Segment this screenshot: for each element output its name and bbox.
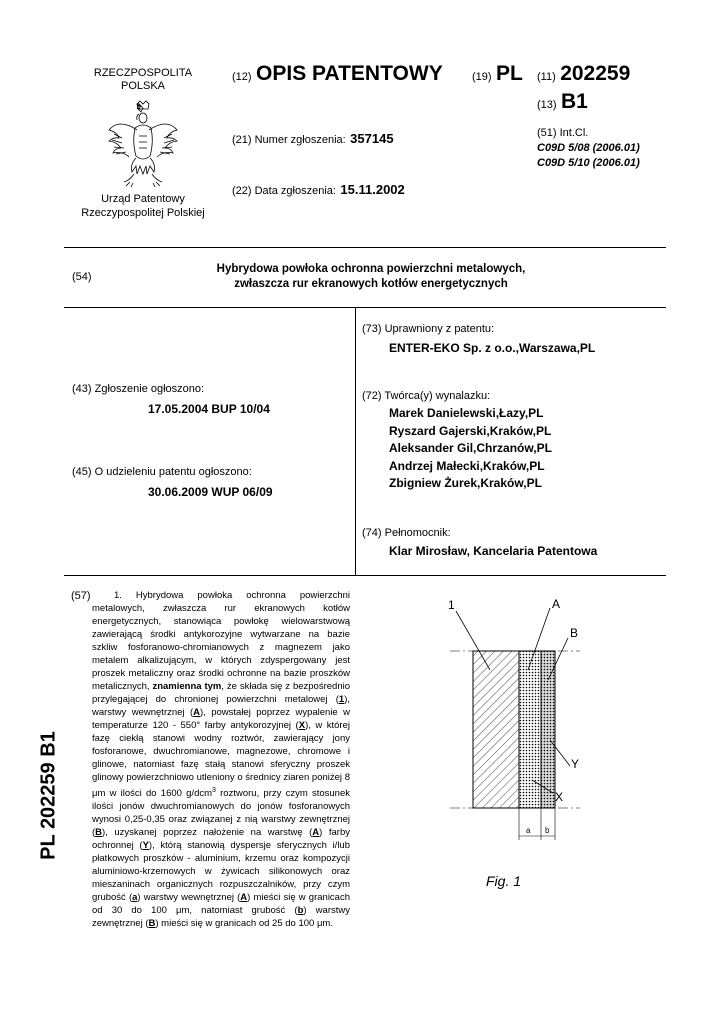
office-line1: Urząd Patentowy — [101, 193, 185, 205]
title-line2: zwłaszcza rur ekranowych kotłów energetycznych — [234, 278, 508, 290]
filing-date-label: (22) Data zgłoszenia: — [232, 185, 336, 197]
publication-value: 17.05.2004 BUP 10/04 — [148, 402, 270, 416]
publication-label: (43) Zgłoszenie ogłoszono: — [72, 383, 205, 395]
patent-title — [120, 262, 622, 292]
int-cl-1: C09D 5/08 (2006.01) — [537, 142, 640, 154]
divider-body — [64, 575, 666, 576]
application-number — [232, 130, 394, 148]
country-line2: POLSKA — [120, 80, 166, 92]
title-line1: Hybrydowa powłoka ochronna powierzchni metalowych, — [216, 263, 526, 275]
attorney-label: (74) Pełnomocnik: — [362, 527, 451, 539]
fig-label-b-lower: b — [545, 826, 550, 835]
abstract-code: (57) — [71, 590, 91, 602]
patent-number — [537, 62, 630, 86]
application-number-label: (21) Numer zgłoszenia: — [232, 134, 346, 146]
patent-number-value: 202259 — [560, 62, 631, 85]
int-cl-label: (51) Int.Cl. — [537, 127, 589, 139]
country-code-value: PL — [496, 62, 523, 85]
divider-title — [64, 307, 666, 308]
owner-label: (73) Uprawniony z patentu: — [362, 323, 495, 335]
document-type-title: OPIS PATENTOWY — [256, 62, 443, 85]
inventor: Ryszard Gajerski,Kraków,PL — [389, 423, 552, 438]
side-patent-label: PL 202259 B1 — [37, 731, 60, 860]
outer-layer-b-shade — [541, 651, 555, 808]
inventor: Andrzej Małecki,Kraków,PL — [389, 458, 545, 473]
fig-label-x: X — [555, 790, 564, 804]
filing-date — [232, 181, 405, 199]
country-line1: RZECZPOSPOLITA — [93, 67, 193, 79]
grant-label: (45) O udzieleniu patentu ogłoszono: — [72, 466, 252, 478]
inventor: Zbigniew Żurek,Kraków,PL — [389, 476, 542, 490]
kind-code — [537, 90, 588, 114]
figure-1-drawing — [420, 590, 620, 850]
fig-label-y: Y — [571, 757, 580, 771]
owner-value: ENTER-EKO Sp. z o.o.,Warszawa,PL — [389, 341, 596, 355]
patent-office — [78, 192, 208, 220]
document-type — [232, 62, 443, 86]
kind-code-value: B1 — [561, 90, 588, 113]
fig-label-a-upper: A — [552, 597, 561, 611]
country-name — [78, 67, 208, 93]
int-cl-2: C09D 5/10 (2006.01) — [537, 157, 640, 169]
title-code: (54) — [72, 271, 92, 283]
divider-header — [64, 247, 666, 248]
fig-label-b-upper: B — [570, 626, 579, 640]
abstract-text: 1. Hybrydowa powłoka ochronna powierzchni metalowych, zwłaszcza rur ekranowych kotłów energetycznych, stanowiąca powłokę wielowarstwową zawierającą środki antykorozyjne wytwarzane na bazie szkliw fosforanowo-chromianowych z magnezem jako metalem alkalizującym, w których zdyspergowany jest proszek metaliczny oraz środki ochronne na bazie proszków metalicznych, znamienna tym, że składa się z bezpośrednio przylegającej do chronionej powierzchni metalowej (1), warstwy wewnętrznej (A), powstałej poprzez wypalenie w temperaturze 120 - 550° farby antykorozyjnej (X), w której fazę ciekłą stanowi wodny roztwór, zawierający jony fosforanowe, dwuchromianowe, magnezowe, chromowe i glinowe, natomiast fazę stałą stanowi sferyczny proszek glinowy powierzchniowo utleniony o średnicy ziaren poniżej 8 μm w ilości do 1600 g/dcm$^3$ roztworu, przy czym stosunek ilości jonów dwuchromianowych do jonów fosforanowych wynosi 0,25-0,35 oraz związanej z nią warstwy zewnętrznej (B), uzyskanej poprzez nałożenie na warstwę (A) farby ochronnej (Y), którą stanowią dyspersje sferycznych i/lub płatkowych proszków - aluminium, krzemu oraz kompozycji aluminiowo-krzemowych w żywicach silikonowych oraz mieszaninach organicznych rozpuszczalników, przy czym grubość (a) warstwy wewnętrznej (A) mieści się w granicach od 30 do 100 μm, natomiast grubość (b) warstwy zewnętrznej (B) mieści się w granicach od 25 do 100 μm. — [92, 590, 350, 930]
code-13: (13) — [537, 99, 557, 111]
inventor: Marek Danielewski,Łazy,PL — [389, 406, 544, 420]
code-19: (19) — [472, 71, 492, 83]
substrate-layer-1 — [473, 651, 519, 808]
inventors-label: (72) Twórca(y) wynalazku: — [362, 390, 491, 402]
application-number-value: 357145 — [350, 131, 394, 146]
attorney-value: Klar Mirosław, Kancelaria Patentowa — [389, 544, 598, 558]
inventor: Aleksander Gil,Chrzanów,PL — [389, 441, 552, 455]
code-12: (12) — [232, 71, 252, 83]
fig-label-a-lower: a — [526, 826, 531, 835]
office-line2: Rzeczypospolitej Polskiej — [81, 207, 205, 219]
divider-columns — [355, 307, 356, 575]
polish-eagle-emblem — [106, 100, 180, 188]
inventors-list — [389, 405, 552, 493]
inner-layer-a — [519, 651, 541, 808]
int-cl — [537, 126, 640, 171]
code-11: (11) — [537, 71, 556, 83]
filing-date-value: 15.11.2002 — [340, 182, 405, 197]
country-code — [472, 62, 523, 86]
fig-label-1: 1 — [448, 598, 455, 612]
figure-caption: Fig. 1 — [486, 873, 522, 889]
grant-value: 30.06.2009 WUP 06/09 — [148, 485, 273, 499]
